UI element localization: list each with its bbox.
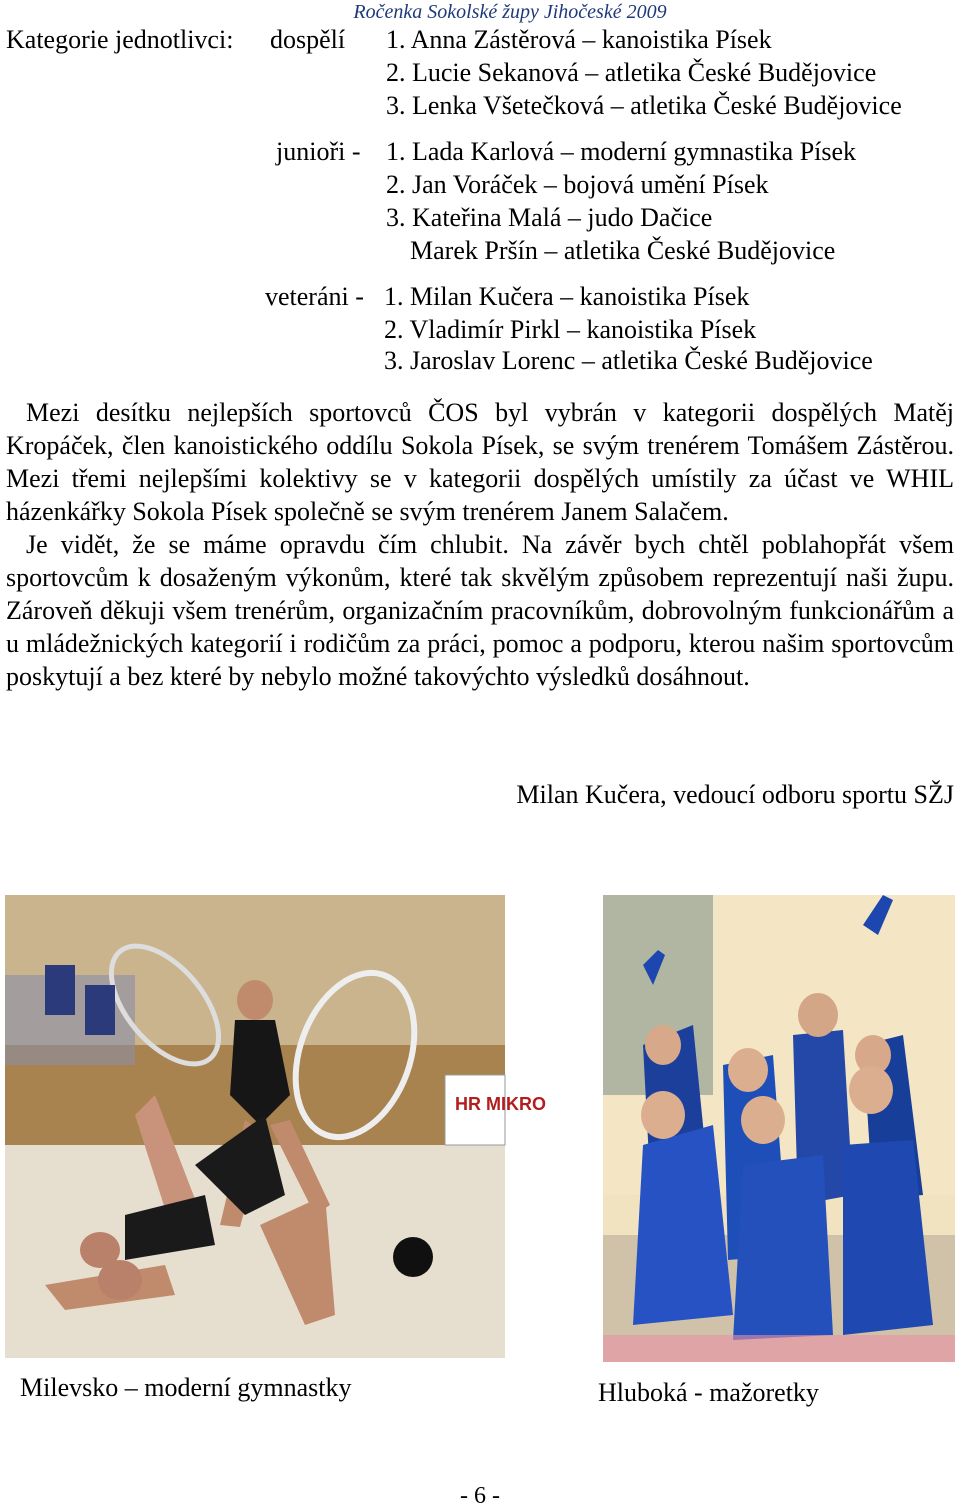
running-header: Ročenka Sokolské župy Jihočeské 2009	[353, 1, 667, 23]
right-photo-caption: Hluboká - mažoretky	[598, 1378, 819, 1407]
majorettes-photo	[603, 895, 955, 1362]
page-number: - 6 -	[460, 1483, 500, 1509]
veteran-result-3: 3. Jaroslav Lorenc – atletika České Budějovice	[384, 346, 873, 375]
veterans-label: veteráni -	[265, 282, 364, 311]
paragraph-2: Je vidět, že se máme opravdu čím chlubit. Na závěr bych chtěl poblahopřát všem sportovcům k dosaženým výkonům, které tak skvělým způsobem reprezentují naši župu. Zároveň děkuji všem trenérům, organizačním pracovníkům, dobrovolným funkcionářům a u mládežnických kategorií i rodičům za práci, pomoc a podporu, kterou našim sportovcům poskytují a bez které by nebylo možné takovýchto výsledků dosáhnout.	[6, 530, 954, 691]
body-text	[6, 396, 954, 693]
adult-result-3: 3. Lenka Všetečková – atletika České Budějovice	[386, 91, 902, 120]
signature: Milan Kučera, vedoucí odboru sportu SŽJ	[516, 780, 954, 809]
veteran-result-2: 2. Vladimír Pirkl – kanoistika Písek	[384, 315, 757, 344]
adult-result-2: 2. Lucie Sekanová – atletika České Budějovice	[386, 58, 877, 87]
banner-text: HR MIKRO	[455, 1094, 546, 1114]
left-photo-caption: Milevsko – moderní gymnastky	[20, 1373, 352, 1402]
gymnastics-photo	[5, 895, 546, 1358]
junior-result-3: 3. Kateřina Malá – judo Dačice	[386, 203, 713, 232]
majorettes-illustration	[603, 895, 955, 1362]
junior-result-3b: Marek Pršín – atletika České Budějovice	[410, 236, 836, 265]
juniors-label: junioři -	[276, 137, 361, 166]
adults-label: dospělí	[270, 25, 346, 54]
veteran-result-1: 1. Milan Kučera – kanoistika Písek	[384, 282, 750, 311]
junior-result-1: 1. Lada Karlová – moderní gymnastika Písek	[386, 137, 857, 166]
paragraph-1: Mezi desítku nejlepších sportovců ČOS byl vybrán v kategorii dospělých Matěj Kropáček, člen kanoistického oddílu Sokola Písek, se svým trenérem Tomášem Zástěrou. Mezi třemi nejlepšími kolektivy se v kategorii dospělých umístily za účast ve WHIL házenkářky Sokola Písek společně se svým trenérem Janem Salačem.	[6, 398, 954, 526]
gymnastics-illustration	[5, 895, 546, 1358]
junior-result-2: 2. Jan Voráček – bojová umění Písek	[386, 170, 769, 199]
adult-result-1: 1. Anna Zástěrová – kanoistika Písek	[386, 25, 772, 54]
category-label: Kategorie jednotlivci:	[6, 25, 234, 54]
